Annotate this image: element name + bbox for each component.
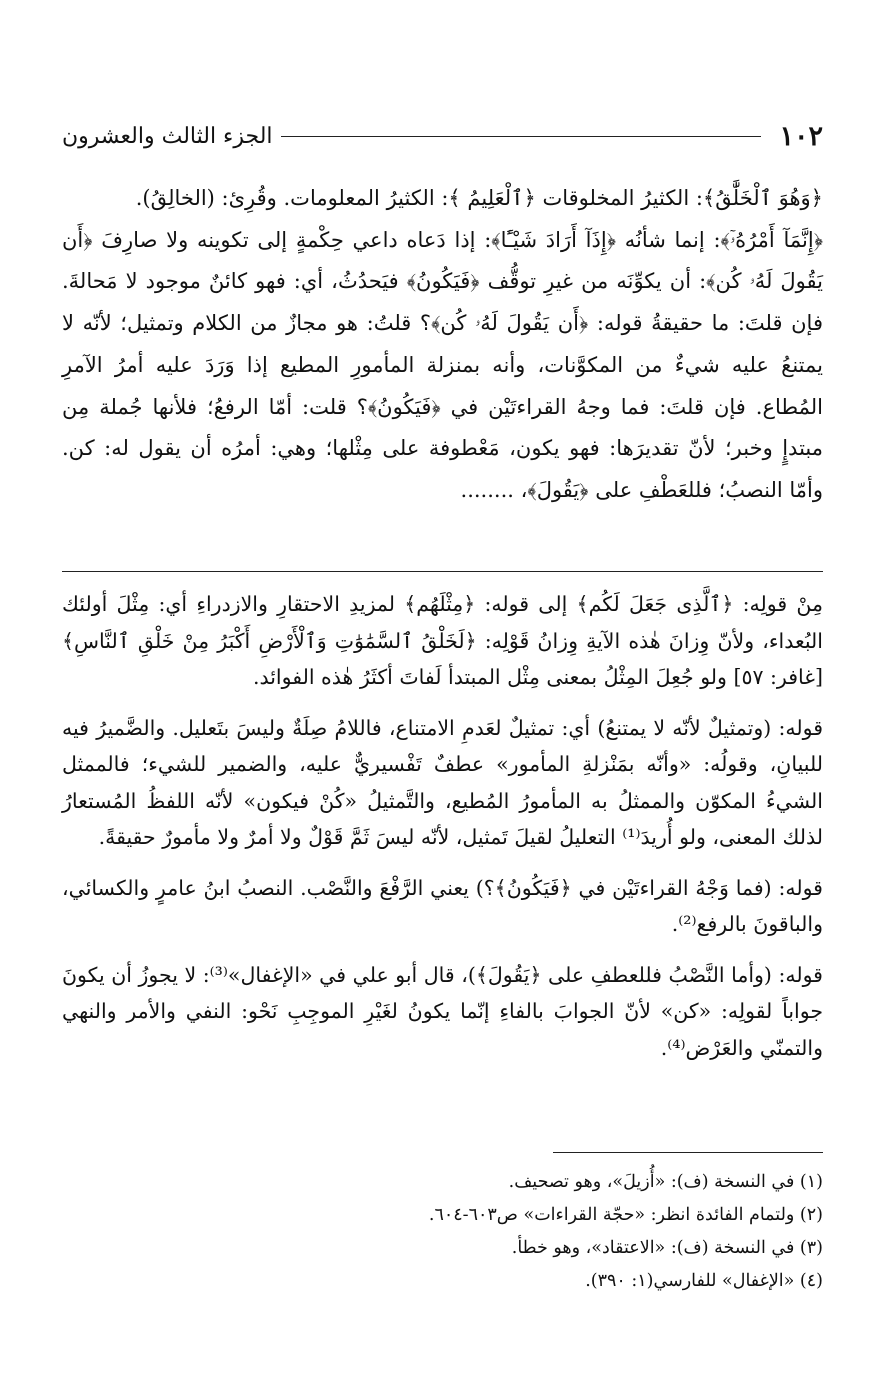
commentary-text [62,586,823,1080]
footnote: (٤) «الإغفال» للفارسي(١: ٣٩٠). [585,1271,823,1291]
commentary-paragraph: مِنْ قولِه: ﴿ٱلَّذِى جَعَلَ لَكُم﴾ إلى قوله: ﴿مِثْلَهُم﴾ لمزيدِ الاحتقارِ والازدراءِ أي: مِثْلَ أولئك البُعداء، ولأنّ وِزانَ هٰذه الآيةِ وِزانُ قَوْلِه: ﴿لَخَلْقُ ٱلسَّمَٰوَٰتِ وَٱلْأَرْضِ أَكْبَرُ مِنْ خَلْقِ ٱلنَّاسِ﴾ [غافر: ٥٧] ولو جُعِلَ المِثْلُ بمعنى مِثْل المبتدأ لَفاتَ أكثَرُ هٰذه الفوائد. [62,592,823,689]
footnotes [62,1166,823,1298]
page-number: ١٠٢ [779,120,823,152]
main-paragraph: ﴿إِنَّمَآ أَمْرُهُۥٓ﴾: إنما شأنُه ﴿إِذَآ أَرَادَ شَيْـًٔا﴾: إذا دَعاه داعي حِكْمةٍ إلى تكوينه ولا صارِفَ ﴿أَن يَقُولَ لَهُۥ كُن﴾: أن يكوِّنَه من غيرِ توقُّف ﴿فَيَكُونُ﴾ فيَحدُثُ، أي: فهو كائنٌ موجود لا مَحالةَ. فإن قلتَ: ما حقيقةُ قوله: ﴿أَن يَقُولَ لَهُۥ كُن﴾؟ قلتُ: هو مجازٌ من الكلام وتمثيل؛ لأنّه لا يمتنعُ عليه شيءٌ من المكوَّنات، وأنه بمنزلة المأمورِ المطيع إذا وَرَدَ عليه أمرُ الآمرِ المُطاع. فإن قلتَ: فما وجهُ القراءتَيْن في ﴿فَيَكُونُ﴾؟ قلت: أمّا الرفعُ؛ فلأنها جُملة مِن مبتدإٍ وخبر؛ لأنّ تقديرَها: فهو يكون، مَعْطوفة على مِثْلها؛ وهي: أمرُه أن يقول له: كن. وأمّا النصبُ؛ فللعَطْفِ على ﴿يَقُولَ﴾، ........ [62,227,824,502]
header-rule [281,136,762,137]
footnote: (٣) في النسخة (ف): «الاعتقاد»، وهو خطأ. [511,1238,823,1258]
footnote: (٢) ولتمام الفائدة انظر: «حجّة القراءات» ص٦٠٣-٦٠٤. [428,1205,823,1225]
main-paragraph: ﴿وَهُوَ ٱلْخَلَّٰقُ﴾: الكثيرُ المخلوقات ﴿ٱلْعَلِيمُ ﴾: الكثيرُ المعلومات. وقُرِئ: (الخالِقُ). [135,186,823,210]
footnote-separator [553,1152,823,1153]
commentary-paragraph: قوله: (فما وَجْهُ القراءتَيْن في ﴿فَيَكُونُ﴾؟) يعني الرَّفْعَ والنَّصْب. النصبُ ابنُ عامرٍ والكسائي، والباقونَ بالرفع⁽²⁾. [62,875,823,936]
footnote: (١) في النسخة (ف): «أُزيلَ»، وهو تصحيف. [508,1172,823,1192]
main-text [62,178,823,512]
page-header [62,116,823,156]
commentary-paragraph: قوله: (وأما النَّصْبُ فللعطفِ على ﴿يَقُولَ﴾)، قال أبو علي في «الإغفال»⁽³⁾: لا يجوزُ أن يكونَ جواباً لقولِه: «كن» لأنّ الجوابَ بالفاءِ إنّما يكونُ لغَيْرِ الموجِبِ نَحْو: النفي والأمر والنهي والتمنّي والعَرْض⁽⁴⁾. [62,962,823,1060]
commentary-paragraph: قوله: (وتمثيلٌ لأنّه لا يمتنعُ) أي: تمثيلٌ لعَدمِ الامتناع، فاللامُ صِلَةٌ وليسَ بتَعليل. والضَّميرُ فيه للبيانِ، وقولُه: «وأنّه بمَنْزلةِ المأمور» عطفٌ تَفْسيريٌّ عليه، والضمير للشيء؛ فالممثل الشيءُ المكوّن والممثلُ به المأمورُ المُطيع، والتَّمثيلُ «كُنْ فيكون» لأنّه اللفظُ المُستعارُ لذلك المعنى، ولو أُريدَ⁽¹⁾ التعليلُ لقيلَ تَمثيل، لأنّه ليسَ ثَمَّ قَوْلٌ ولا أمرٌ ولا مأمورٌ حقيقةً. [62,715,823,849]
running-title: الجزء الثالث والعشرون [62,123,273,149]
main-separator [62,571,823,572]
